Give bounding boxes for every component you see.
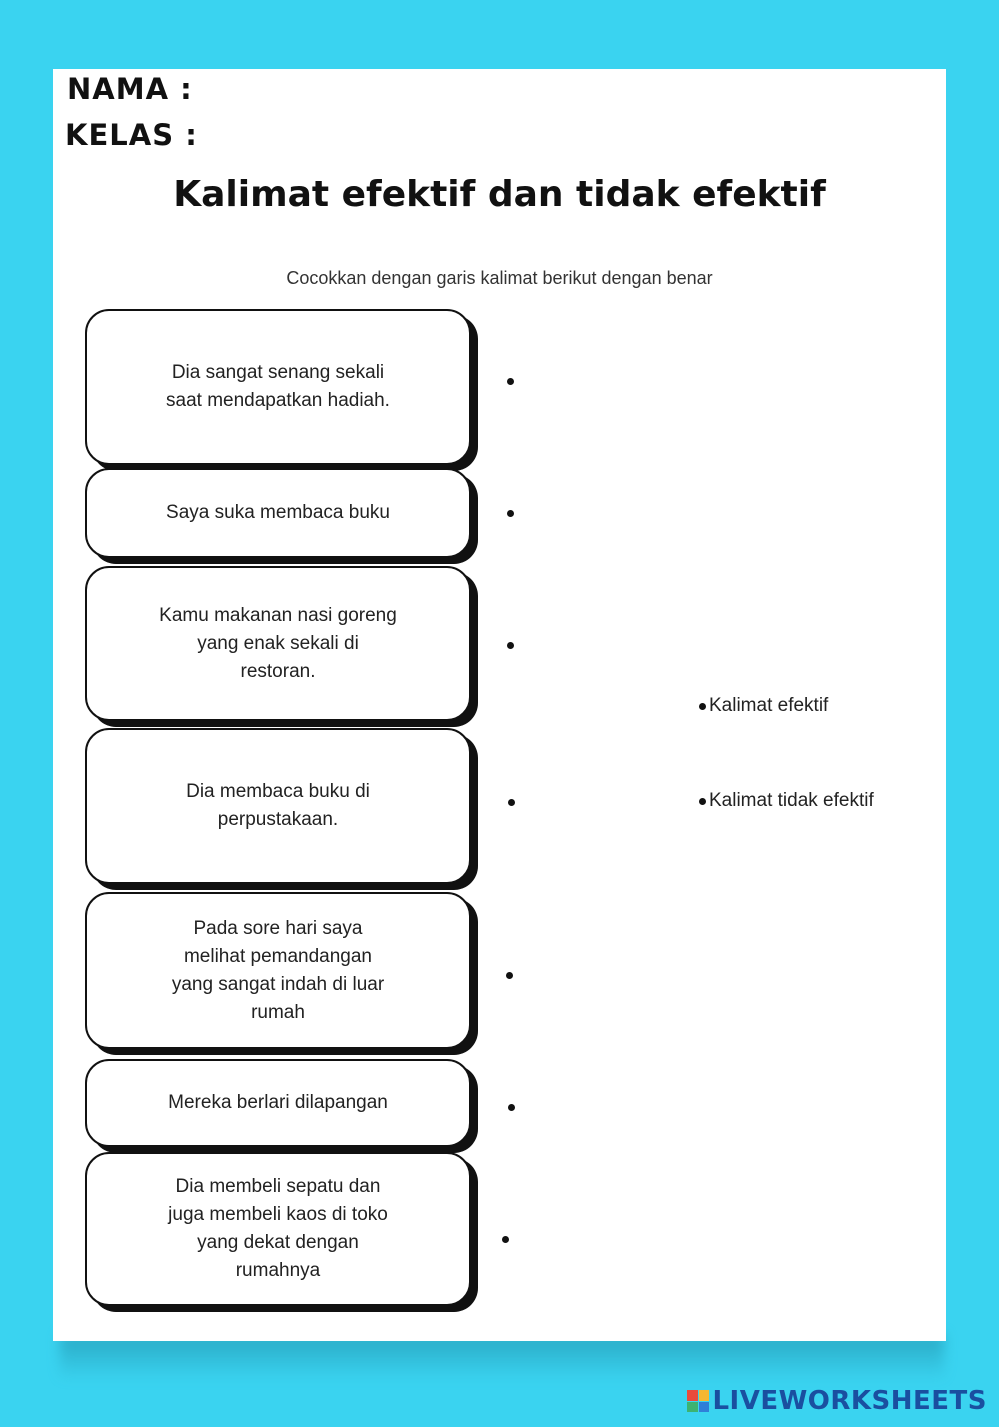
nama-label: NAMA : — [67, 72, 193, 106]
match-dot-sentence-7[interactable] — [502, 1236, 509, 1243]
option-kalimat-efektif[interactable] — [699, 695, 828, 717]
worksheet — [53, 69, 946, 1341]
match-dot-sentence-5[interactable] — [506, 972, 513, 979]
sentence-text: Kamu makanan nasi goreng yang enak sekali di restoran. — [159, 604, 397, 682]
instruction-text: Cocokkan dengan garis kalimat berikut dengan benar — [286, 268, 713, 288]
sentence-text: Dia membeli sepatu dan juga membeli kaos di toko yang dekat dengan rumahnya — [168, 1176, 388, 1281]
option-kalimat-tidak-efektif[interactable] — [699, 790, 874, 812]
sentence-text: Pada sore hari saya melihat pemandangan yang sangat indah di luar rumah — [171, 917, 385, 1023]
option-dot-icon[interactable] — [699, 703, 706, 710]
match-dot-sentence-1[interactable] — [507, 378, 514, 385]
brand-name: LIVEWORKSHEETS — [712, 1386, 987, 1416]
kelas-label: KELAS : — [65, 118, 198, 152]
sentence-card-1 — [85, 309, 471, 465]
sentence-text: Dia sangat senang sekali saat mendapatkan hadiah. — [166, 362, 390, 411]
sentence-card-3 — [85, 566, 471, 721]
option-label: Kalimat tidak efektif — [709, 790, 874, 811]
sheet-shadow — [60, 1335, 944, 1380]
sentence-text: Dia membaca buku di perpustakaan. — [186, 781, 370, 830]
sentence-card-4 — [85, 728, 471, 884]
match-dot-sentence-3[interactable] — [507, 642, 514, 649]
sentence-card-2 — [85, 468, 471, 558]
option-label: Kalimat efektif — [709, 695, 829, 716]
match-dot-sentence-4[interactable] — [508, 799, 515, 806]
liveworksheets-logo-icon — [687, 1390, 709, 1412]
sentence-text: Mereka berlari dilapangan — [168, 1092, 388, 1113]
option-dot-icon[interactable] — [699, 798, 706, 805]
match-dot-sentence-2[interactable] — [507, 510, 514, 517]
sentence-card-7 — [85, 1152, 471, 1306]
sentence-text: Saya suka membaca buku — [166, 502, 390, 523]
sentence-card-5 — [85, 892, 471, 1049]
match-dot-sentence-6[interactable] — [508, 1104, 515, 1111]
sentence-card-6 — [85, 1059, 471, 1147]
liveworksheets-brand — [687, 1386, 987, 1416]
page-title: Kalimat efektif dan tidak efektif — [173, 174, 826, 215]
